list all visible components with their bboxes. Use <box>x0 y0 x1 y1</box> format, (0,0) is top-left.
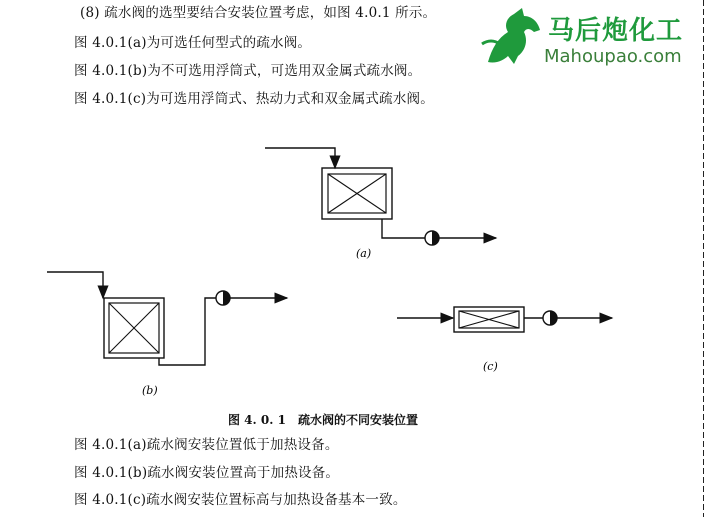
steam-trap-b <box>216 291 230 305</box>
figure-caption-number: 图 4. 0. 1 <box>228 413 286 427</box>
paragraph-item-8: (8) 疏水阀的选型要结合安装位置考虑，如图 4.0.1 所示。 <box>80 5 437 21</box>
heating-equipment-b <box>104 298 164 358</box>
horse-logo-icon <box>478 4 548 70</box>
watermark-name: 马后炮化工 <box>548 16 684 46</box>
condensate-pipe-b <box>159 298 216 365</box>
condensate-pipe-a <box>382 219 425 238</box>
watermark-site: Mahoupao.com <box>544 46 682 67</box>
diagram-a <box>265 148 496 245</box>
figure-b-position-note: 图 4.0.1(b)疏水阀安装位置高于加热设备。 <box>74 465 340 481</box>
figure-label-c: (c) <box>483 360 498 373</box>
page-edge-rule <box>703 0 704 517</box>
heating-equipment-c <box>454 307 524 332</box>
steam-trap-c <box>543 311 557 325</box>
inlet-pipe-b <box>47 272 103 298</box>
figure-c-note: 图 4.0.1(c)为可选用浮筒式、热动力式和双金属式疏水阀。 <box>74 91 434 107</box>
diagram-b <box>47 272 287 365</box>
heating-equipment-a <box>322 168 392 219</box>
figure-a-note: 图 4.0.1(a)为可选任何型式的疏水阀。 <box>74 35 312 51</box>
steam-trap-a <box>425 231 439 245</box>
figure-caption <box>228 411 418 428</box>
watermark <box>478 4 707 74</box>
figure-caption-title: 疏水阀的不同安装位置 <box>297 413 418 427</box>
figure-a-position-note: 图 4.0.1(a)疏水阀安装位置低于加热设备。 <box>74 437 339 453</box>
diagram-c <box>397 307 612 332</box>
inlet-pipe-a <box>265 148 335 168</box>
figure-label-b: (b) <box>142 384 158 397</box>
figure-label-a: (a) <box>356 247 372 260</box>
figure-c-position-note: 图 4.0.1(c)疏水阀安装位置标高与加热设备基本一致。 <box>74 492 407 508</box>
figure-b-note: 图 4.0.1(b)为不可选用浮筒式，可选用双金属式疏水阀。 <box>74 63 422 79</box>
